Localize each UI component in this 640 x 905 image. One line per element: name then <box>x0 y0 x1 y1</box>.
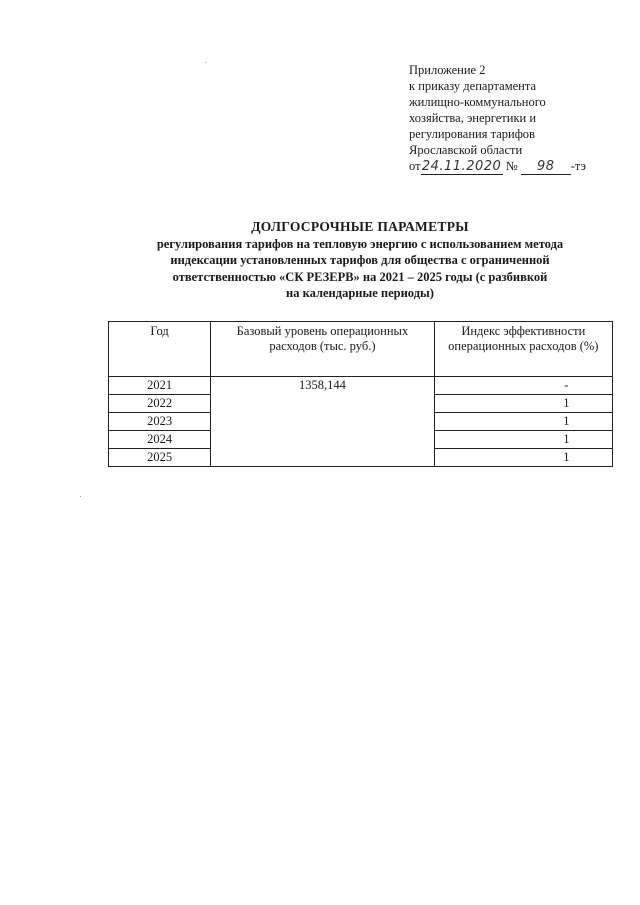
order-number-label: № <box>505 159 518 173</box>
cell-index: 1 <box>434 449 612 467</box>
cell-year: 2025 <box>109 449 211 467</box>
appendix-line: Приложение 2 <box>409 63 486 77</box>
title-line: регулирования тарифов на тепловую энергию с использованием метода <box>156 236 564 251</box>
order-number: 98 <box>521 160 571 175</box>
order-prefix: от <box>409 159 421 173</box>
header-year: Год <box>109 322 211 377</box>
appendix-line: к приказу департамента <box>409 79 537 93</box>
order-date: 24.11.2020 <box>421 159 502 174</box>
cell-year: 2022 <box>109 395 211 413</box>
title-line: индексации установленных тарифов для общества с ограниченной <box>170 253 550 267</box>
cell-year: 2021 <box>109 377 211 395</box>
parameters-table <box>108 321 613 467</box>
cell-base-level: 1358,144 <box>211 377 434 467</box>
cell-index: - <box>434 377 612 395</box>
cell-year: 2024 <box>109 431 211 449</box>
cell-index: 1 <box>434 431 612 449</box>
header-base-level: Базовый уровень операционных расходов (тыс. руб.) <box>211 322 434 377</box>
header-efficiency-index: Индекс эффективности операционных расходов (%) <box>434 322 612 377</box>
order-reference <box>409 158 609 176</box>
document-title <box>100 219 620 302</box>
appendix-line: Ярославской области <box>409 143 523 157</box>
cell-index: 1 <box>434 395 612 413</box>
order-suffix: -тэ <box>570 159 587 173</box>
scan-speck <box>80 496 81 497</box>
title-line: ответственностью «СК РЕЗЕРВ» на 2021 – 2025 годы (с разбивкой <box>172 269 548 284</box>
title-line: на календарные периоды) <box>286 286 434 300</box>
appendix-line: хозяйства, энергетики и <box>409 111 537 125</box>
cell-index: 1 <box>434 413 612 431</box>
appendix-line: жилищно-коммунального <box>409 95 546 109</box>
scan-speck <box>205 62 206 63</box>
table-header-row <box>109 322 613 377</box>
table-row <box>109 377 613 395</box>
cell-year: 2023 <box>109 413 211 431</box>
appendix-line: регулирования тарифов <box>409 127 535 141</box>
appendix-block <box>409 62 609 176</box>
title-main: ДОЛГОСРОЧНЫЕ ПАРАМЕТРЫ <box>251 219 469 234</box>
